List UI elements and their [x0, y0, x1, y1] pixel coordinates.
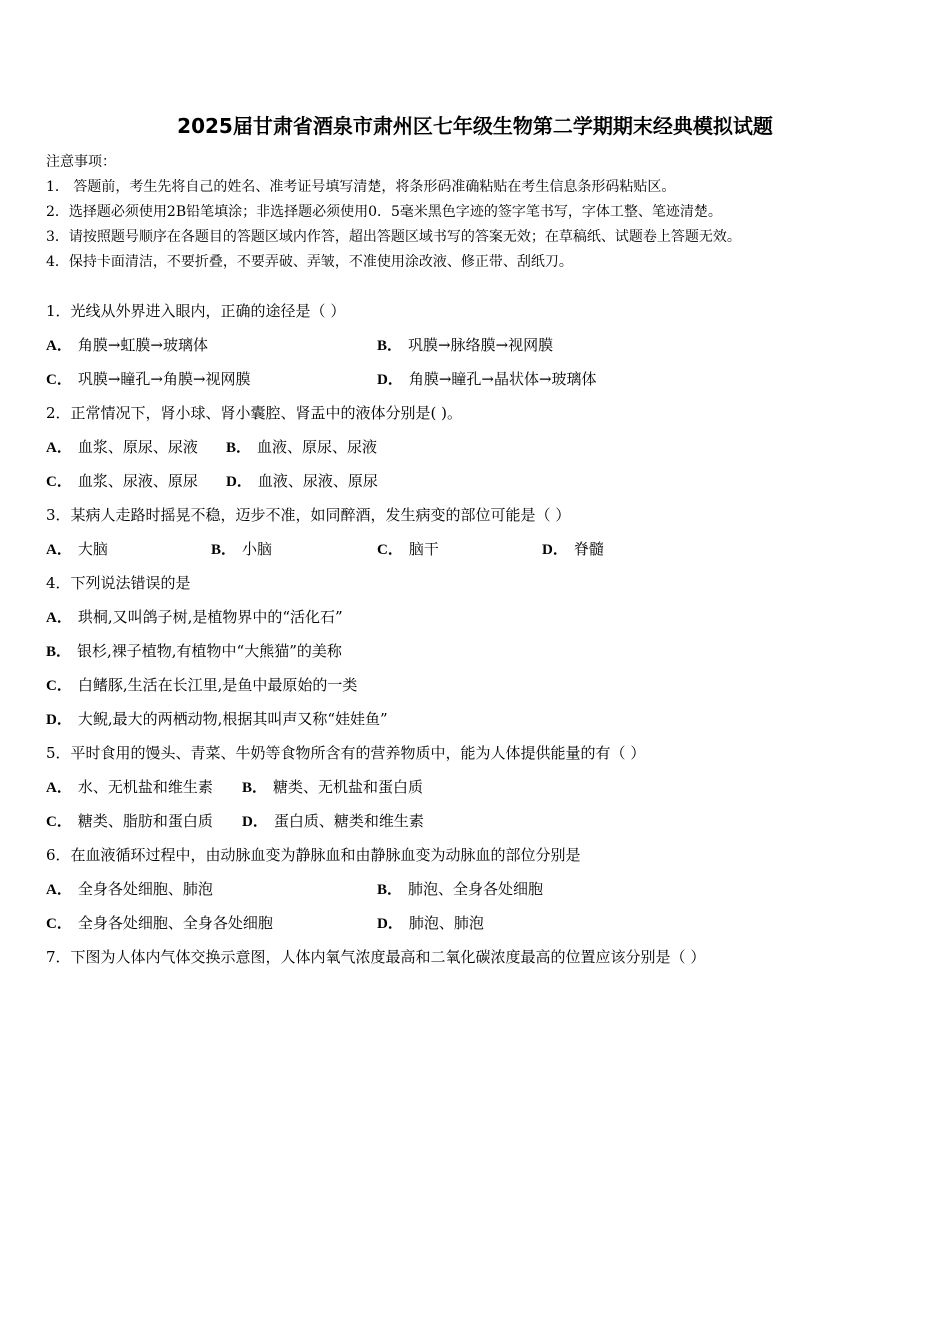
option-letter: A．: [46, 338, 72, 354]
option-b[interactable]: [377, 879, 543, 900]
option-letter: B．: [226, 440, 252, 456]
note-item: 2．选择题必须使用2B铅笔填涂；非选择题必须使用0．5毫米黑色字迹的签字笔书写，字体工整、笔迹清楚。: [46, 204, 722, 220]
option-a[interactable]: [46, 539, 108, 560]
option-c[interactable]: [377, 539, 439, 560]
option-text: 水、无机盐和维生素: [77, 778, 213, 796]
option-letter: A．: [46, 780, 72, 796]
option-text: 银杉,裸子植物,有植物中“大熊猫”的美称: [77, 642, 342, 660]
option-b[interactable]: [226, 437, 377, 458]
option-text: 巩膜→脉络膜→视网膜: [408, 336, 554, 354]
option-letter: D．: [226, 474, 252, 490]
option-c[interactable]: [46, 471, 198, 492]
option-a[interactable]: [46, 879, 213, 900]
option-letter: C．: [46, 814, 72, 830]
note-item: 1． 答题前，考生先将自己的姓名、准考证号填写清楚，将条形码准确粘贴在考生信息条形码粘贴区。: [46, 179, 676, 195]
option-letter: A．: [46, 610, 72, 626]
option-text: 糖类、脂肪和蛋白质: [77, 812, 213, 830]
option-text: 白鳍豚,生活在长江里,是鱼中最原始的一类: [77, 676, 358, 694]
question-stem: 2．正常情况下，肾小球、肾小囊腔、肾盂中的液体分别是( )。: [46, 404, 463, 422]
option-a[interactable]: [46, 335, 208, 356]
option-d[interactable]: [242, 811, 424, 832]
note-item: 3．请按照题号顺序在各题目的答题区域内作答，超出答题区域书写的答案无效；在草稿纸、试题卷上答题无效。: [46, 229, 741, 245]
option-text: 大鲵,最大的两栖动物,根据其叫声又称“娃娃鱼”: [77, 710, 388, 728]
option-text: 全身各处细胞、全身各处细胞: [77, 914, 273, 932]
option-text: 血液、尿液、原尿: [257, 472, 378, 490]
option-text: 脑干: [408, 540, 439, 558]
option-text: 肺泡、肺泡: [408, 914, 484, 932]
option-c[interactable]: [46, 369, 251, 390]
option-b[interactable]: [211, 539, 272, 560]
option-text: 脊髓: [573, 540, 604, 558]
option-letter: C．: [46, 916, 72, 932]
option-letter: D．: [242, 814, 268, 830]
option-text: 血液、原尿、尿液: [257, 438, 378, 456]
option-text: 蛋白质、糖类和维生素: [273, 812, 424, 830]
option-text: 小脑: [242, 540, 273, 558]
option-letter: B．: [46, 644, 72, 660]
option-text: 血浆、尿液、原尿: [77, 472, 198, 490]
option-letter: A．: [46, 882, 72, 898]
option-b[interactable]: [46, 641, 342, 662]
option-letter: C．: [46, 678, 72, 694]
question-stem: 5．平时食用的馒头、青菜、牛奶等食物所含有的营养物质中，能为人体提供能量的有（ ）: [46, 744, 646, 762]
option-letter: C．: [377, 542, 403, 558]
question-stem: 7．下图为人体内气体交换示意图，人体内氧气浓度最高和二氧化碳浓度最高的位置应该分别是（ ）: [46, 948, 706, 966]
option-text: 全身各处细胞、肺泡: [77, 880, 213, 898]
option-text: 糖类、无机盐和蛋白质: [273, 778, 424, 796]
question-stem: 6．在血液循环过程中，由动脉血变为静脉血和由静脉血变为动脉血的部位分别是: [46, 846, 581, 864]
option-d[interactable]: [226, 471, 378, 492]
option-letter: B．: [242, 780, 268, 796]
option-d[interactable]: [377, 913, 484, 934]
notes-heading: 注意事项：: [46, 154, 116, 170]
option-letter: B．: [211, 542, 237, 558]
option-b[interactable]: [242, 777, 423, 798]
option-text: 珙桐,又叫鸽子树,是植物界中的“活化石”: [77, 608, 343, 626]
option-a[interactable]: [46, 607, 343, 628]
question-stem: 1．光线从外界进入眼内，正确的途径是（ ）: [46, 302, 346, 320]
option-letter: B．: [377, 338, 403, 354]
option-letter: C．: [46, 372, 72, 388]
option-text: 肺泡、全身各处细胞: [408, 880, 544, 898]
option-c[interactable]: [46, 913, 273, 934]
option-letter: D．: [377, 916, 403, 932]
option-text: 血浆、原尿、尿液: [77, 438, 198, 456]
question-stem: 4．下列说法错误的是: [46, 574, 191, 592]
option-b[interactable]: [377, 335, 553, 356]
option-d[interactable]: [377, 369, 597, 390]
option-text: 角膜→虹膜→玻璃体: [77, 336, 208, 354]
note-item: 4．保持卡面清洁，不要折叠，不要弄破、弄皱，不准使用涂改液、修正带、刮纸刀。: [46, 254, 573, 270]
option-d[interactable]: [542, 539, 604, 560]
option-a[interactable]: [46, 437, 198, 458]
question-stem: 3．某病人走路时摇晃不稳，迈步不准，如同醉酒，发生病变的部位可能是（ ）: [46, 506, 571, 524]
option-letter: C．: [46, 474, 72, 490]
option-text: 巩膜→瞳孔→角膜→视网膜: [77, 370, 251, 388]
option-d[interactable]: [46, 709, 388, 730]
page-title: 2025届甘肃省酒泉市肃州区七年级生物第二学期期末经典模拟试题: [177, 114, 773, 138]
option-letter: A．: [46, 542, 72, 558]
option-letter: D．: [46, 712, 72, 728]
option-letter: B．: [377, 882, 403, 898]
option-letter: D．: [377, 372, 403, 388]
option-text: 大脑: [77, 540, 108, 558]
option-a[interactable]: [46, 777, 213, 798]
option-c[interactable]: [46, 811, 213, 832]
option-c[interactable]: [46, 675, 357, 696]
option-text: 角膜→瞳孔→晶状体→玻璃体: [408, 370, 597, 388]
option-letter: D．: [542, 542, 568, 558]
option-letter: A．: [46, 440, 72, 456]
